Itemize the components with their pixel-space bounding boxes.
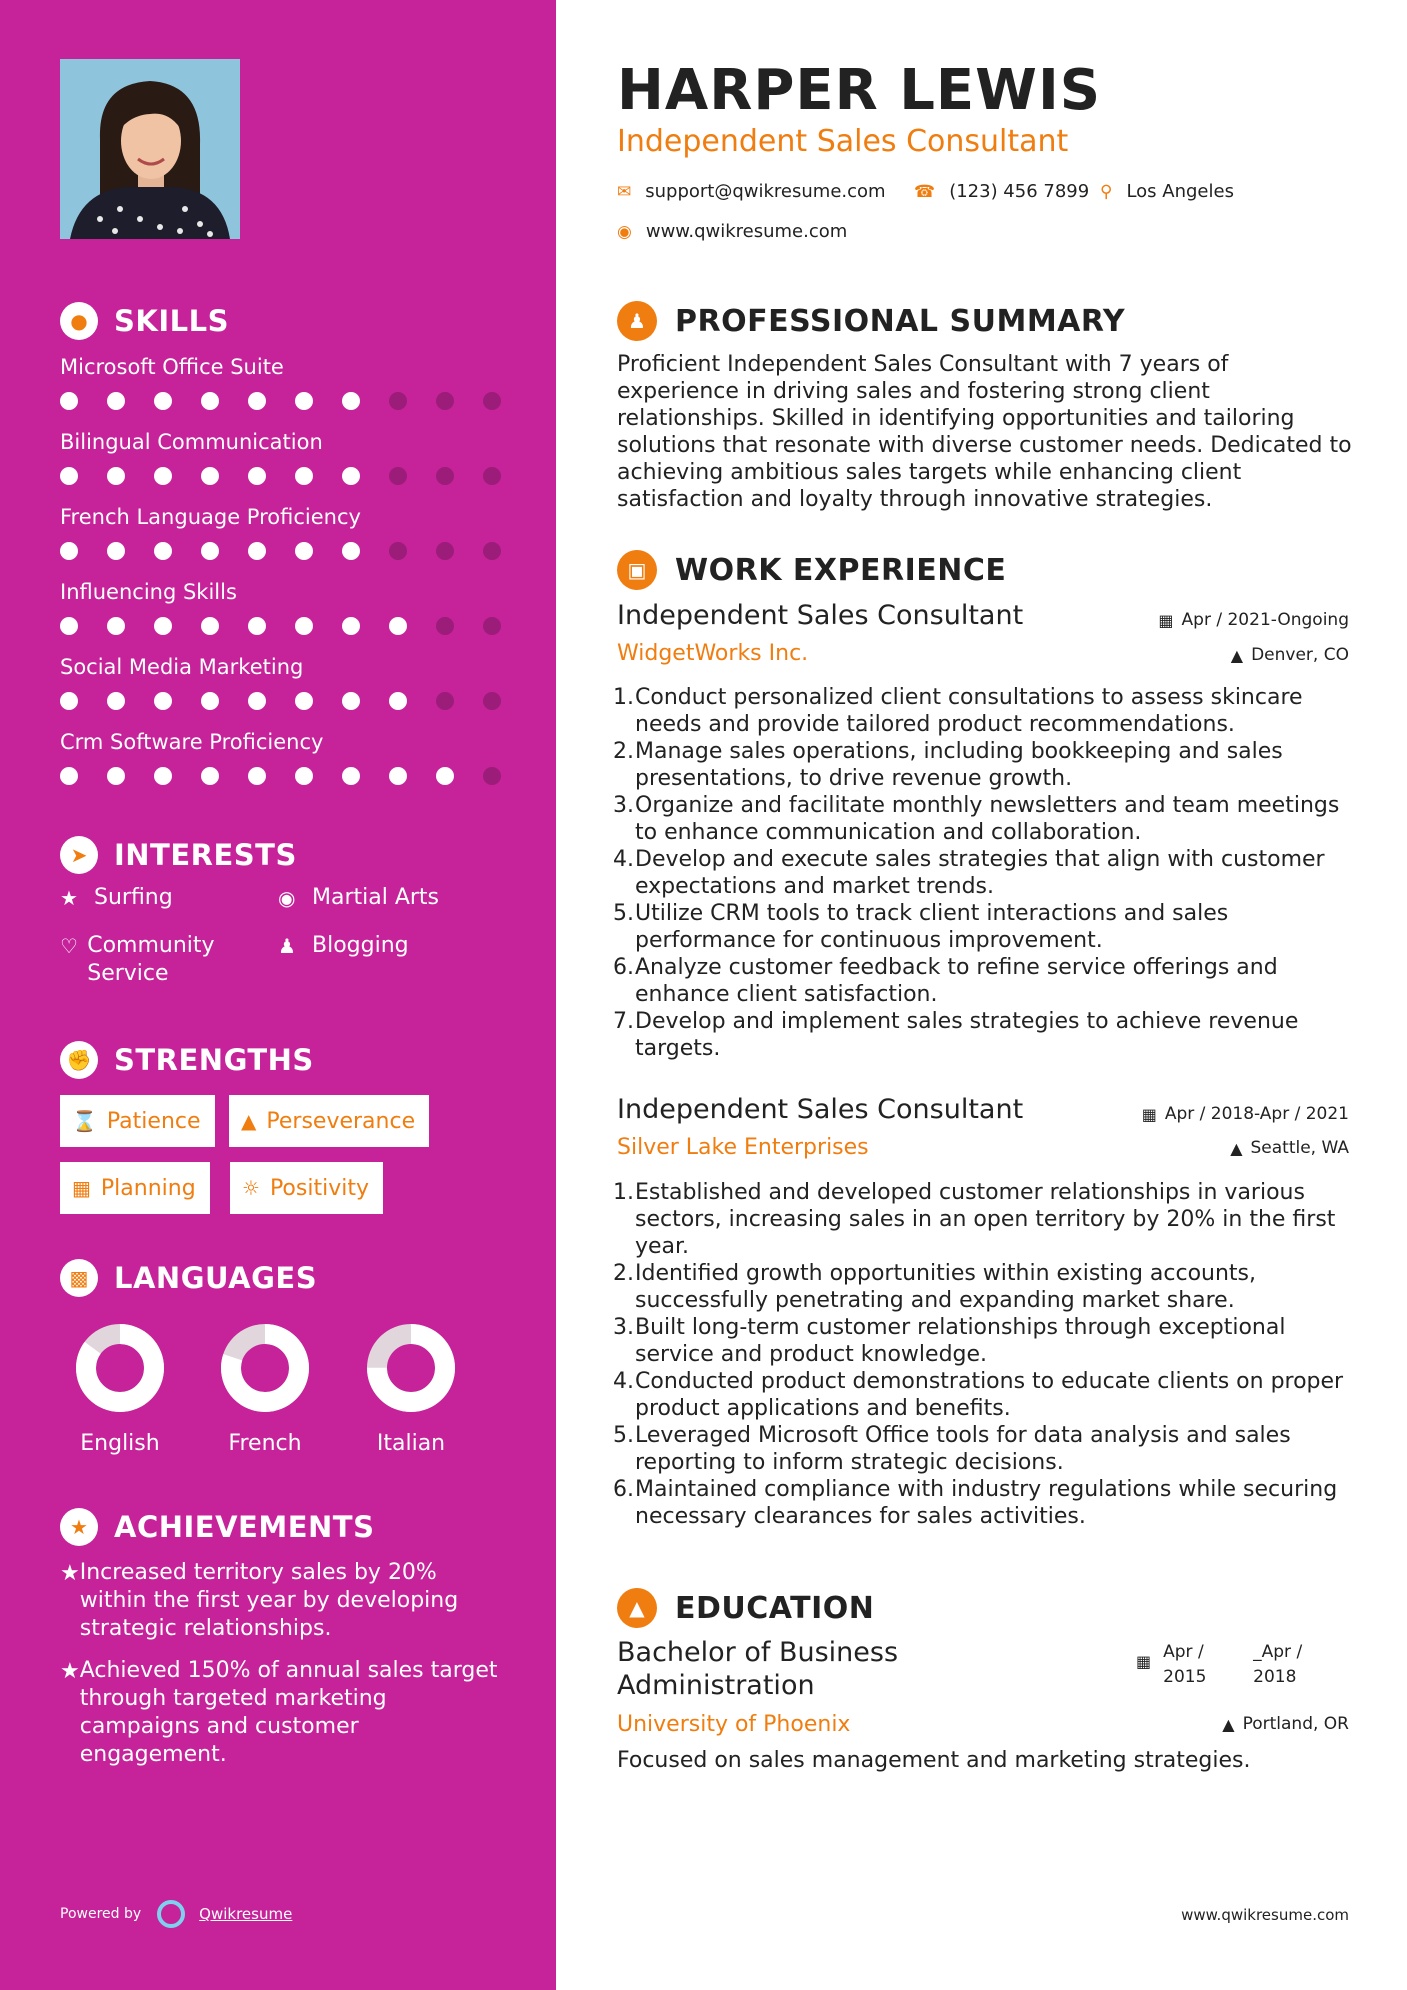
strength-tag: ☼ Positivity (230, 1162, 383, 1214)
duty-item: Manage sales operations, including bookkeeping and sales presentations, to drive revenue growth. (635, 739, 1283, 791)
skill-dot (342, 692, 360, 710)
strength-tag: ▦ Planning (60, 1162, 210, 1214)
job-location: ▲ Denver, CO (1230, 645, 1349, 665)
hand-icon: ♡ (60, 934, 78, 958)
job-company: WidgetWorks Inc. (617, 641, 809, 666)
skill-dot (295, 392, 313, 410)
skill-dot (436, 467, 454, 485)
skill-dot (436, 542, 454, 560)
contact-email[interactable]: ✉ support@qwikresume.com (617, 181, 886, 202)
trophy-star-icon: ★ (60, 1508, 98, 1546)
job-title: Independent Sales Consultant (617, 1094, 1024, 1125)
job-duties (617, 684, 1357, 1062)
job-duties (617, 1179, 1357, 1530)
skill-level-dots (60, 615, 510, 637)
summary-text: Proficient Independent Sales Consultant with 7 years of experience in driving sales and fostering strong client relationships. Skilled in identifying opportunities and tailoring solutions that resonate with diverse customer needs. Dedicated to achieving ambitious sales targets while enhancing client satisfaction and loyalty through innovative strategies. (617, 352, 1352, 512)
skill-dot (154, 467, 172, 485)
sun-icon: ☼ (242, 1176, 260, 1200)
skill-dot (389, 692, 407, 710)
school-name: University of Phoenix (617, 1712, 851, 1737)
job-dates: ▦ Apr / 2018-Apr / 2021 (1141, 1104, 1349, 1124)
skill-dot (389, 617, 407, 635)
skill-level-dots (60, 690, 510, 712)
skill-level-dots (60, 390, 510, 412)
skill-dot (107, 392, 125, 410)
interest-item: ♟ Blogging (278, 933, 409, 958)
users-icon: ♟ (278, 934, 296, 958)
map-pin-icon: ⚲ (1100, 181, 1113, 202)
experience-heading: ▣ WORK EXPERIENCE (617, 550, 1006, 590)
duty-item: Identified growth opportunities within existing accounts, successfully penetrating and expanding market share. (635, 1261, 1257, 1313)
skill-dot (389, 767, 407, 785)
duty-item: Built long-term customer relationships through exceptional service and product knowledge. (635, 1315, 1286, 1367)
skill-dot (201, 692, 219, 710)
skill-item (60, 502, 510, 562)
duty-item: Conduct personalized client consultations to assess skincare needs and provide tailored product recommendations. (635, 685, 1303, 737)
languages-heading: ▩ LANGUAGES (60, 1259, 317, 1297)
skill-dot (154, 392, 172, 410)
powered-by: Powered by Qwikresume (60, 1900, 292, 1928)
envelope-icon: ✉ (617, 181, 632, 202)
skill-dot (60, 392, 78, 410)
skill-dot (60, 467, 78, 485)
graduation-icon: ▲ (617, 1588, 657, 1628)
skill-dot (248, 467, 266, 485)
degree-line-2: Administration (617, 1670, 815, 1701)
lightbulb-icon: ● (60, 302, 98, 340)
education-location: ▲ Portland, OR (1222, 1714, 1349, 1734)
skill-dot (248, 392, 266, 410)
skill-dot (107, 692, 125, 710)
pin-icon: ▲ (1230, 645, 1244, 665)
skill-dot (295, 542, 313, 560)
skill-item (60, 427, 510, 487)
education-heading: ▲ EDUCATION (617, 1588, 874, 1628)
skill-name: Microsoft Office Suite (60, 355, 284, 379)
skill-dot (248, 542, 266, 560)
skill-item (60, 577, 510, 637)
duty-item: Leveraged Microsoft Office tools for data analysis and sales reporting to inform strategic decisions. (635, 1423, 1291, 1475)
globe-icon: ◉ (617, 221, 632, 242)
interest-item: ♡ Community Service (60, 933, 215, 986)
phone-icon: ☎ (914, 181, 936, 202)
skill-dot (483, 617, 501, 635)
skill-dot (295, 467, 313, 485)
skill-dot (107, 767, 125, 785)
skill-dot (342, 767, 360, 785)
skill-dot (483, 542, 501, 560)
skill-dot (154, 542, 172, 560)
qwikresume-logo-icon (157, 1900, 185, 1928)
skill-dot (107, 467, 125, 485)
globe-icon: ◉ (278, 886, 296, 910)
skill-dot (154, 767, 172, 785)
skill-name: Crm Software Proficiency (60, 730, 324, 754)
skill-item (60, 352, 510, 412)
user-icon: ♟ (617, 301, 657, 341)
skill-name: Social Media Marketing (60, 655, 304, 679)
skill-dot (248, 692, 266, 710)
language-french: French (205, 1323, 325, 1456)
duty-item: Analyze customer feedback to refine service offerings and enhance client satisfaction. (635, 955, 1278, 1007)
shooting-star-icon: ★ (60, 1561, 80, 1586)
skill-dot (436, 392, 454, 410)
skill-name: Influencing Skills (60, 580, 237, 604)
language-italian: Italian (351, 1323, 471, 1456)
skill-dot (342, 392, 360, 410)
skill-level-dots (60, 465, 510, 487)
skill-dot (342, 617, 360, 635)
skill-item (60, 652, 510, 712)
hourglass-icon: ⌛ (72, 1109, 97, 1133)
footer-url[interactable]: www.qwikresume.com (1181, 1906, 1349, 1924)
skill-dot (201, 467, 219, 485)
star-icon: ★ (60, 886, 78, 910)
strength-tag: ▲ Perseverance (229, 1095, 429, 1147)
duty-item: Established and developed customer relationships in various sectors, increasing sales in an open territory by 20% in the first year. (635, 1180, 1336, 1259)
strengths-heading: ✊ STRENGTHS (60, 1041, 314, 1079)
calendar-icon: ▦ (1158, 610, 1174, 630)
calendar-icon: ▦ (1141, 1104, 1157, 1124)
duty-item: Organize and facilitate monthly newsletters and team meetings to enhance communication and collaboration. (635, 793, 1340, 845)
mountain-icon: ▲ (241, 1109, 257, 1133)
skill-dot (60, 617, 78, 635)
interests-heading: ➤ INTERESTS (60, 836, 297, 874)
interest-item: ★ Surfing (60, 885, 173, 910)
candidate-name: HARPER LEWIS (617, 58, 1102, 123)
skill-dot (389, 542, 407, 560)
duty-item: Maintained compliance with industry regulations while securing necessary clearances for sales activities. (635, 1477, 1338, 1529)
briefcase-icon: ▣ (617, 550, 657, 590)
skill-dot (483, 392, 501, 410)
skill-dot (201, 542, 219, 560)
skill-name: French Language Proficiency (60, 505, 361, 529)
skill-dot (154, 692, 172, 710)
skill-dot (60, 767, 78, 785)
achievement-item: ★ Achieved 150% of annual sales target through targeted marketing campaigns and customer engagement. (60, 1658, 498, 1767)
skill-dot (295, 692, 313, 710)
skill-dot (107, 542, 125, 560)
paper-plane-icon: ➤ (60, 836, 98, 874)
duty-item: Develop and execute sales strategies that align with customer expectations and market trends. (635, 847, 1325, 899)
calendar-icon: ▦ (72, 1176, 91, 1200)
skills-heading: ● SKILLS (60, 302, 229, 340)
skill-name: Bilingual Communication (60, 430, 323, 454)
pin-icon: ▲ (1230, 1138, 1243, 1158)
skill-dot (483, 467, 501, 485)
degree-line-1: Bachelor of Business (617, 1637, 899, 1668)
skill-dot (436, 767, 454, 785)
strength-tag: ⌛ Patience (60, 1095, 215, 1147)
skill-dot (248, 617, 266, 635)
qwikresume-link[interactable]: Qwikresume (199, 1905, 293, 1923)
skill-dot (295, 767, 313, 785)
skill-dot (107, 617, 125, 635)
calendar-icon: ▦ (1136, 1652, 1152, 1671)
job-dates: ▦ Apr / 2021-Ongoing (1158, 610, 1349, 630)
skill-dot (60, 542, 78, 560)
pin-icon: ▲ (1222, 1714, 1235, 1734)
achievements-heading: ★ ACHIEVEMENTS (60, 1508, 374, 1546)
skill-level-dots (60, 765, 510, 787)
skill-dot (248, 767, 266, 785)
skill-dot (389, 467, 407, 485)
interest-item: ◉ Martial Arts (278, 885, 440, 910)
skill-dot (483, 692, 501, 710)
language-icon: ▩ (60, 1259, 98, 1297)
skill-dot (436, 692, 454, 710)
skill-dot (60, 692, 78, 710)
duty-item: Conducted product demonstrations to educate clients on proper product applications and benefits. (635, 1369, 1344, 1421)
skill-dot (483, 767, 501, 785)
profile-photo (60, 59, 240, 239)
skill-dot (436, 617, 454, 635)
fist-icon: ✊ (60, 1041, 98, 1079)
job-location: ▲ Seattle, WA (1230, 1138, 1349, 1158)
contact-phone[interactable]: ☎ (123) 456 7899 (914, 181, 1090, 202)
skill-level-dots (60, 540, 510, 562)
education-dates: ▦ Apr / 2015 _Apr / 2018 (1136, 1640, 1302, 1690)
shooting-star-icon: ★ (60, 1659, 80, 1684)
education-description: Focused on sales management and marketing strategies. (617, 1748, 1251, 1773)
skill-dot (389, 392, 407, 410)
skill-item (60, 727, 510, 787)
sidebar (0, 0, 556, 1990)
duty-item: Develop and implement sales strategies to achieve revenue targets. (635, 1009, 1299, 1061)
job-company: Silver Lake Enterprises (617, 1135, 869, 1160)
language-english: English (60, 1323, 180, 1456)
contact-location: ⚲ Los Angeles (1100, 181, 1234, 202)
achievement-item: ★ Increased territory sales by 20% within the first year by developing strategic relationships. (60, 1560, 459, 1641)
duty-item: Utilize CRM tools to track client interactions and sales performance for continuous improvement. (635, 901, 1229, 953)
contact-website[interactable]: ◉ www.qwikresume.com (617, 221, 848, 242)
skill-dot (201, 392, 219, 410)
skill-dot (154, 617, 172, 635)
job-title: Independent Sales Consultant (617, 600, 1024, 631)
skill-dot (201, 617, 219, 635)
summary-heading: ♟ PROFESSIONAL SUMMARY (617, 301, 1125, 341)
skill-dot (201, 767, 219, 785)
skill-dot (295, 617, 313, 635)
candidate-role: Independent Sales Consultant (617, 124, 1069, 159)
skill-dot (342, 542, 360, 560)
skill-dot (342, 467, 360, 485)
